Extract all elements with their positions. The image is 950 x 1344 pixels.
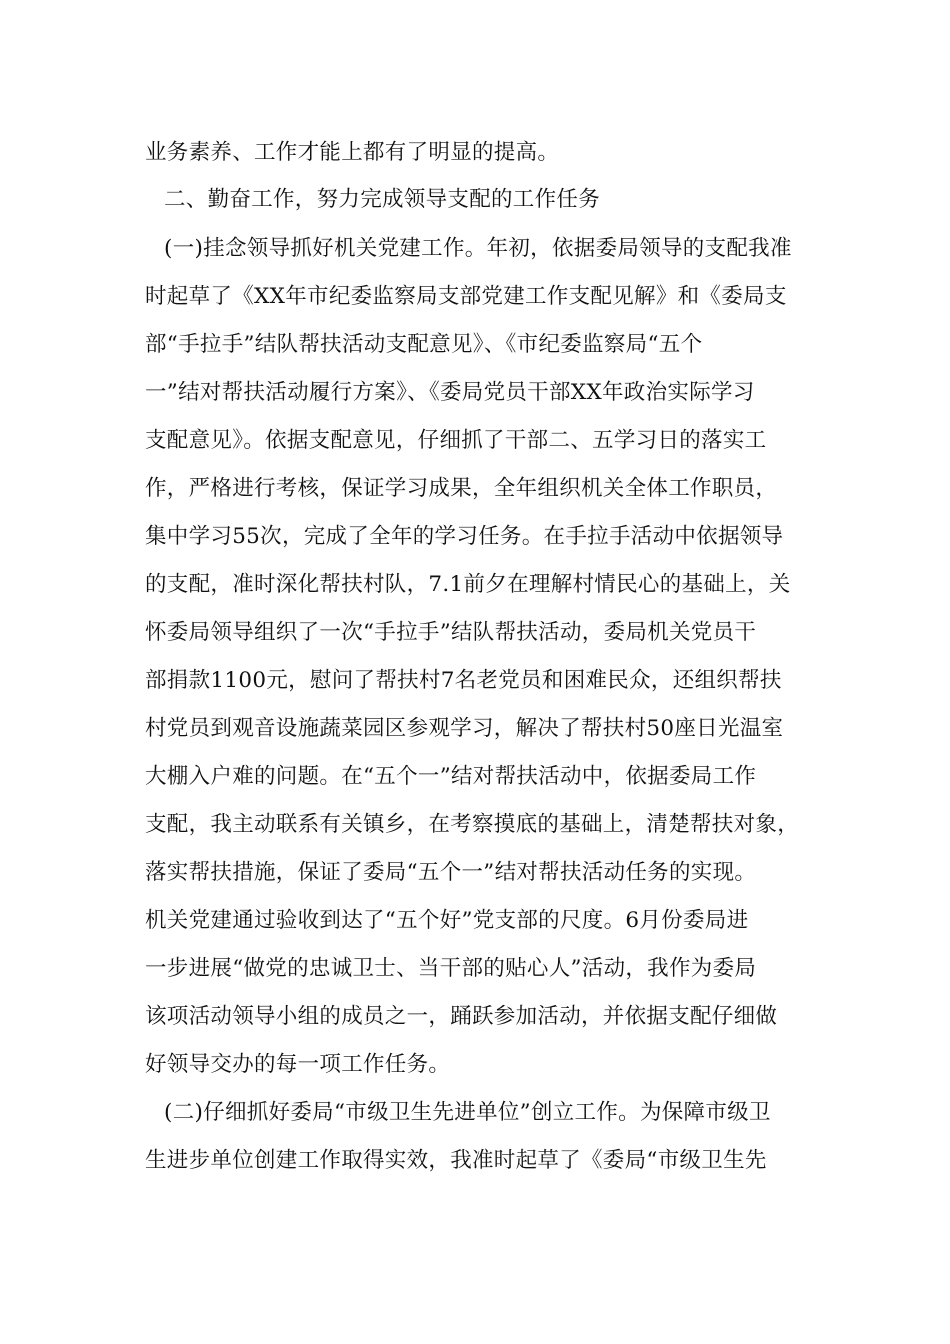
paragraph-line: 部“手拉手”结队帮扶活动支配意见》、《市纪委监察局“五个 <box>145 332 703 357</box>
paragraph-line: 大棚入户难的问题。在“五个一”结对帮扶活动中，依据委局工作 <box>145 764 757 789</box>
paragraph-line: 支配意见》。依据支配意见，仔细抓了干部二、五学习日的落实工 <box>145 428 767 453</box>
paragraph-line: 该项活动领导小组的成员之一，踊跃参加活动，并依据支配仔细做 <box>145 1004 778 1029</box>
paragraph-line: 支配，我主动联系有关镇乡，在考察摸底的基础上，清楚帮扶对象， <box>145 812 800 837</box>
paragraph-line: (二)仔细抓好委局“市级卫生先进单位”创立工作。为保障市级卫 <box>164 1100 771 1125</box>
paragraph-line: 的支配，准时深化帮扶村队，7.1前夕在理解村情民心的基础上，关 <box>145 572 791 597</box>
paragraph-line: (一)挂念领导抓好机关党建工作。年初，依据委局领导的支配我准 <box>164 236 792 261</box>
paragraph-line: 机关党建通过验收到达了“五个好”党支部的尺度。6月份委局进 <box>145 908 749 933</box>
paragraph-line: 怀委局领导组织了一次“手拉手”结队帮扶活动，委局机关党员干 <box>145 620 757 645</box>
paragraph-line: 好领导交办的每一项工作任务。 <box>145 1052 451 1077</box>
paragraph-line: 生进步单位创建工作取得实效，我准时起草了《委局“市级卫生先 <box>145 1148 767 1173</box>
paragraph-line: 部捐款1100元，慰问了帮扶村7名老党员和困难民众，还组织帮扶 <box>145 668 782 693</box>
paragraph-line: 村党员到观音设施蔬菜园区参观学习，解决了帮扶村50座日光温室 <box>145 716 784 741</box>
paragraph-line: 作，严格进行考核，保证学习成果，全年组织机关全体工作职员， <box>145 476 778 501</box>
paragraph-line: 时起草了《XX年市纪委监察局支部党建工作支配见解》和《委局支 <box>145 284 787 309</box>
paragraph-line: 集中学习55次，完成了全年的学习任务。在手拉手活动中依据领导 <box>145 524 784 549</box>
paragraph-line: 一”结对帮扶活动履行方案》、《委局党员干部XX年政治实际学习 <box>145 380 755 405</box>
paragraph-line: 落实帮扶措施，保证了委局“五个一”结对帮扶活动任务的实现。 <box>145 860 757 885</box>
section-heading: 二、勤奋工作，努力完成领导支配的工作任务 <box>164 187 601 212</box>
paragraph-line: 一步进展“做党的忠诚卫士、当干部的贴心人”活动，我作为委局 <box>145 956 757 981</box>
text-line: 业务素养、工作才能上都有了明显的提高。 <box>145 140 560 165</box>
